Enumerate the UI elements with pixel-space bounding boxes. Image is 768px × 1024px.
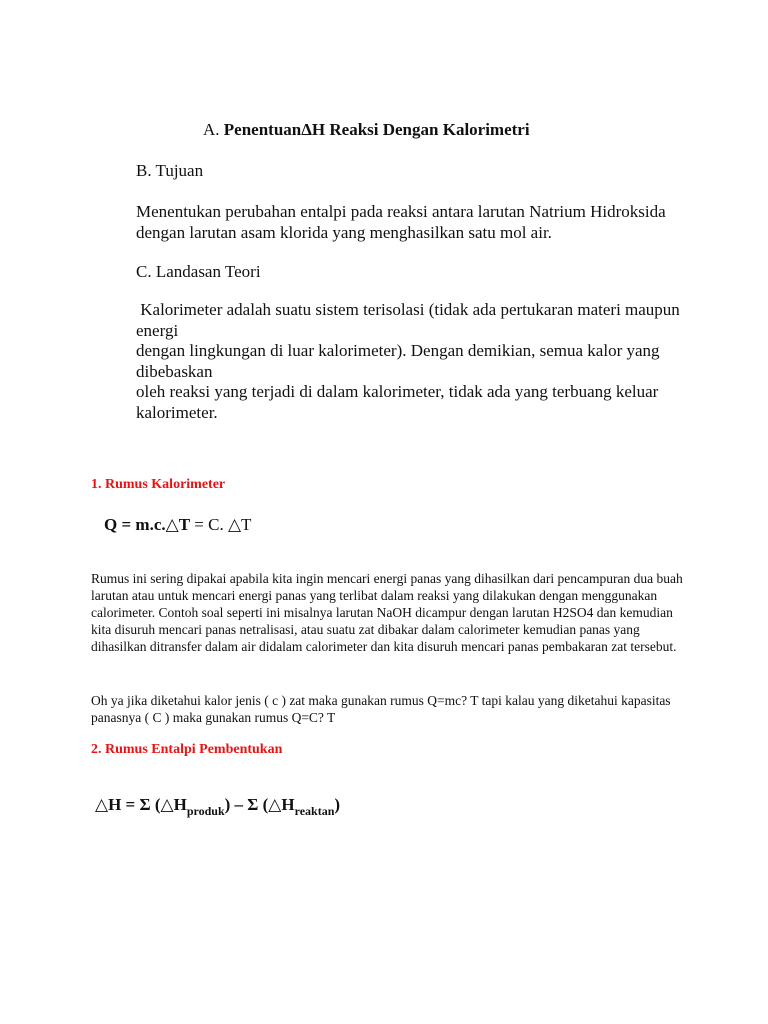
paragraph-landasan-teori — [136, 300, 696, 423]
heading-c-landasan-teori: C. Landasan Teori — [136, 262, 261, 281]
formula-entalpi-part-b: ) – Σ (△H — [224, 795, 295, 814]
subscript-reaktan: reaktan — [294, 804, 335, 818]
formula-entalpi-part-a: △H = Σ (△H — [95, 795, 187, 814]
heading-b-tujuan: B. Tujuan — [136, 161, 204, 180]
heading-a-title: PenentuanΔH Reaksi Dengan Kalorimetri — [223, 120, 530, 139]
heading-a — [203, 120, 530, 140]
teori-line-3: oleh reaksi yang terjadi di dalam kalorimeter, tidak ada yang terbuang keluar kalorimeter. — [136, 382, 659, 422]
formula-kalorimeter-alt: = C. △T — [190, 515, 252, 534]
formula-entalpi-pembentukan — [95, 795, 340, 819]
section-title-rumus-entalpi: 2. Rumus Entalpi Pembentukan — [91, 742, 283, 757]
subscript-produk: produk — [186, 804, 225, 818]
formula-kalorimeter-main: Q = m.c.△T — [104, 515, 191, 534]
paragraph-tujuan: Menentukan perubahan entalpi pada reaksi antara larutan Natrium Hidroksida dengan larutan asam klorida yang menghasilkan satu mol air. — [136, 202, 666, 242]
paragraph-rumus-kalorimeter: Rumus ini sering dipakai apabila kita ingin mencari energi panas yang dihasilkan dari pencampuran dua buah larutan atau untuk mencari energi panas yang terlibat dalam reaksi yang dilakukan dengan menggunakan calorimeter. Contoh soal seperti ini misalnya larutan NaOH dicampur dengan larutan H2SO4 dan kemudian kita disuruh mencari panas netralisasi, atau suatu zat dibakar dalam calorimeter kemudian panas yang dihasilkan ditransfer dalam air didalam calorimeter dan kita disuruh mencari panas pembakaran zat tersebut. — [91, 571, 683, 654]
formula-kalorimeter — [104, 515, 251, 535]
heading-a-prefix: A. — [203, 120, 224, 139]
formula-entalpi-part-c: ) — [334, 795, 341, 814]
teori-line-1: Kalorimeter adalah suatu sistem terisolasi (tidak ada pertukaran materi maupun energi — [136, 300, 685, 340]
section-title-rumus-kalorimeter: 1. Rumus Kalorimeter — [91, 477, 226, 492]
paragraph-kalor-jenis-note: Oh ya jika diketahui kalor jenis ( c ) zat maka gunakan rumus Q=mc? T tapi kalau yang diketahui kapasitas panasnya ( C ) maka gunakan rumus Q=C? T — [91, 693, 671, 725]
teori-line-2: dengan lingkungan di luar kalorimeter). Dengan demikian, semua kalor yang dibebaskan — [136, 341, 660, 381]
